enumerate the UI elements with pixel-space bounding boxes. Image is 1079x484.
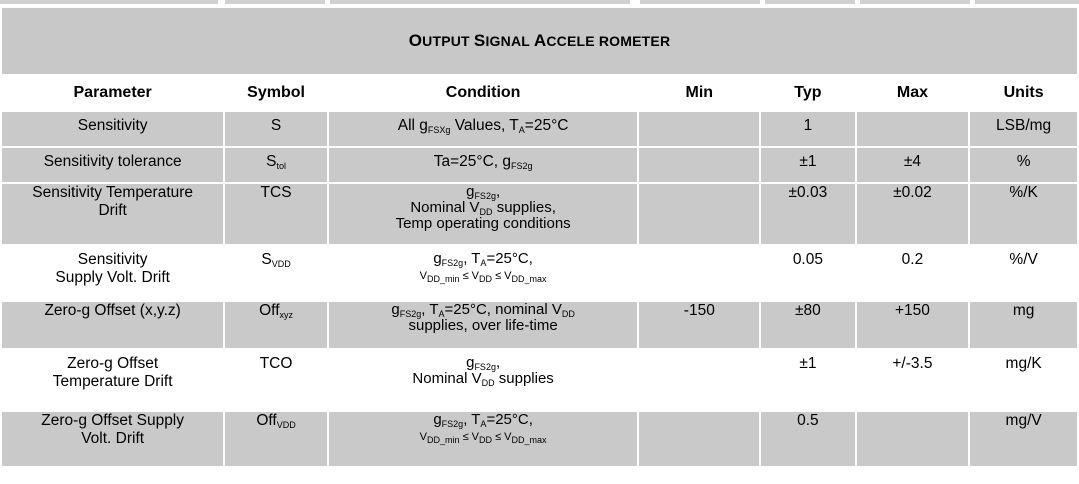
cell-symbol: TCS (225, 184, 327, 244)
cell-symbol: TCO (225, 350, 327, 410)
header-row (2, 76, 1077, 110)
accelerometer-spec-table (0, 6, 1079, 468)
cell-units: mg (970, 302, 1077, 348)
table-row (2, 112, 1077, 146)
cell-typ: 0.05 (761, 246, 854, 300)
cell-units: % (970, 148, 1077, 182)
cell-max: 0.2 (857, 246, 969, 300)
cell-parameter: Zero-g Offset (x,y.z) (2, 302, 223, 348)
cell-min (639, 148, 759, 182)
cell-condition: $g_{FS2g}$, $T_A=25^\circ C$, nominal $V_{DD}$ supplies, over life-time (329, 302, 638, 348)
cell-symbol: S (225, 112, 327, 146)
cell-min (639, 246, 759, 300)
cell-max: ±4 (857, 148, 969, 182)
table-title: OUTPUT SIGNAL ACCELE ROMETER (2, 8, 1077, 74)
cell-max: ±0.02 (857, 184, 969, 244)
table-row (2, 412, 1077, 466)
cell-parameter: Sensitivity Temperature Drift (2, 184, 223, 244)
cell-min (639, 350, 759, 410)
cell-condition: $g_{FS2g}$, $T_A=25^\circ C$, $V_{DD\_min} \le V_{DD} \le V_{DD\_max}$ (329, 246, 638, 300)
cell-symbol: Off$_{xyz}$ (225, 302, 327, 348)
cell-symbol: $S_{VDD}$ (225, 246, 327, 300)
header-symbol: Symbol (225, 76, 327, 110)
header-max: Max (857, 76, 969, 110)
cell-min (639, 112, 759, 146)
table-row (2, 350, 1077, 410)
cell-typ: ±1 (761, 148, 854, 182)
cell-typ: ±1 (761, 350, 854, 410)
cell-max (857, 112, 969, 146)
cell-units: mg/K (970, 350, 1077, 410)
cell-units: %/V (970, 246, 1077, 300)
table-row (2, 302, 1077, 348)
cell-typ: ±80 (761, 302, 854, 348)
cell-min (639, 412, 759, 466)
cell-min: -150 (639, 302, 759, 348)
cell-typ: ±0.03 (761, 184, 854, 244)
cell-units: mg/V (970, 412, 1077, 466)
cell-typ: 1 (761, 112, 854, 146)
cell-parameter: Sensitivity (2, 112, 223, 146)
cell-parameter: Sensitivity tolerance (2, 148, 223, 182)
cell-parameter: Sensitivity Supply Volt. Drift (2, 246, 223, 300)
cell-condition: All $g_{FSXg}$ Values, $T_A=25^\circ C$ (329, 112, 638, 146)
header-typ: Typ (761, 76, 854, 110)
cell-condition: Ta=25°C, $g_{FS2g}$ (329, 148, 638, 182)
cell-typ: 0.5 (761, 412, 854, 466)
cell-symbol: $S_{tol}$ (225, 148, 327, 182)
cell-parameter: Zero-g Offset Supply Volt. Drift (2, 412, 223, 466)
header-parameter: Parameter (2, 76, 223, 110)
table-row (2, 246, 1077, 300)
cell-min (639, 184, 759, 244)
cell-condition: $g_{FS2g}$, Nominal $V_{DD}$ supplies (329, 350, 638, 410)
cell-max: +150 (857, 302, 969, 348)
table-row (2, 148, 1077, 182)
cell-units: %/K (970, 184, 1077, 244)
table-row (2, 184, 1077, 244)
cell-condition: $g_{FS2g}$, Nominal $V_{DD}$ supplies, Temp operating conditions (329, 184, 638, 244)
cell-max (857, 412, 969, 466)
header-units: Units (970, 76, 1077, 110)
header-min: Min (639, 76, 759, 110)
header-condition: Condition (329, 76, 638, 110)
cell-units: LSB/mg (970, 112, 1077, 146)
cell-condition: $g_{FS2g}$, $T_A=25^\circ C$, $V_{DD\_min} \le V_{DD} \le V_{DD\_max}$ (329, 412, 638, 466)
cell-symbol: Off$_{VDD}$ (225, 412, 327, 466)
cell-parameter: Zero-g Offset Temperature Drift (2, 350, 223, 410)
cell-max: +/-3.5 (857, 350, 969, 410)
